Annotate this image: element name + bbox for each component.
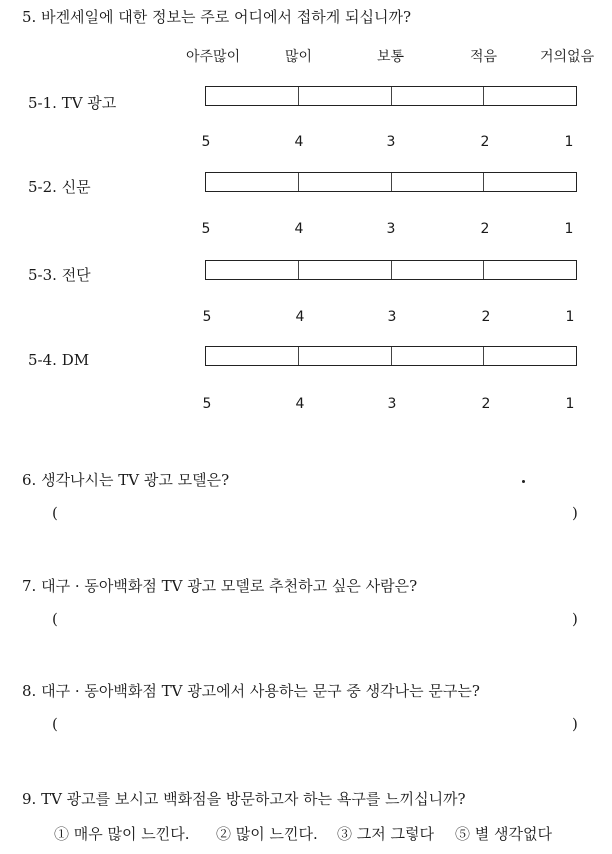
scale-number: 5: [201, 134, 211, 150]
scale-number: 5: [201, 221, 211, 237]
q6-title: 6. 생각나시는 TV 광고 모델은?: [22, 471, 230, 489]
rating-bar-dm[interactable]: [205, 346, 577, 366]
scale-header-5: 아주많이: [186, 49, 241, 65]
scale-number: 3: [387, 396, 397, 412]
scale-number: 4: [295, 396, 305, 412]
scale-number: 4: [295, 309, 305, 325]
q6-answer-open: (: [52, 504, 58, 522]
scale-number: 1: [564, 221, 574, 237]
scale-number: 4: [294, 134, 304, 150]
speck-mark: [522, 480, 525, 483]
q8-answer-field[interactable]: [70, 713, 560, 735]
scale-number: 2: [481, 396, 491, 412]
q7-answer-open: (: [52, 610, 58, 628]
q9-option-2[interactable]: ② 많이 느낀다.: [216, 825, 318, 843]
q9-option-5[interactable]: ⑤ 별 생각없다: [455, 825, 552, 843]
q7-answer-field[interactable]: [70, 608, 560, 630]
scale-number: 5: [202, 309, 212, 325]
q7-answer-close: ): [572, 610, 578, 628]
scale-number: 3: [386, 134, 396, 150]
scale-header-2: 적음: [470, 49, 498, 65]
scale-number: 1: [565, 309, 575, 325]
rating-bar-tv[interactable]: [205, 86, 577, 106]
q8-title: 8. 대구 · 동아백화점 TV 광고에서 사용하는 문구 중 생각나는 문구는?: [22, 682, 480, 700]
scale-number: 3: [387, 309, 397, 325]
scale-number: 3: [386, 221, 396, 237]
q9-option-1[interactable]: ① 매우 많이 느낀다.: [54, 825, 190, 843]
scale-number: 5: [202, 396, 212, 412]
scale-number: 2: [480, 134, 490, 150]
q9-title: 9. TV 광고를 보시고 백화점을 방문하고자 하는 욕구를 느끼십니까?: [22, 790, 466, 808]
rating-bar-newspaper[interactable]: [205, 172, 577, 192]
q5-title: 5. 바겐세일에 대한 정보는 주로 어디에서 접하게 되십니까?: [22, 8, 412, 26]
q6-answer-close: ): [572, 504, 578, 522]
item-label-flyer: 5-3. 전단: [28, 266, 91, 284]
q8-answer-open: (: [52, 715, 58, 733]
scale-header-1: 거의없음: [540, 49, 595, 65]
scale-number: 4: [294, 221, 304, 237]
item-label-tv: 5-1. TV 광고: [28, 94, 117, 112]
scale-header-3: 보통: [377, 49, 405, 65]
scale-number: 1: [564, 134, 574, 150]
scale-header-4: 많이: [285, 49, 313, 65]
q6-answer-field[interactable]: [70, 502, 560, 524]
rating-bar-flyer[interactable]: [205, 260, 577, 280]
scale-number: 2: [480, 221, 490, 237]
q7-title: 7. 대구 · 동아백화점 TV 광고 모델로 추천하고 싶은 사람은?: [22, 577, 418, 595]
scale-number: 2: [481, 309, 491, 325]
q9-option-3[interactable]: ③ 그저 그렇다: [337, 825, 434, 843]
item-label-dm: 5-4. DM: [28, 351, 90, 369]
item-label-newspaper: 5-2. 신문: [28, 178, 91, 196]
scale-number: 1: [565, 396, 575, 412]
q8-answer-close: ): [572, 715, 578, 733]
